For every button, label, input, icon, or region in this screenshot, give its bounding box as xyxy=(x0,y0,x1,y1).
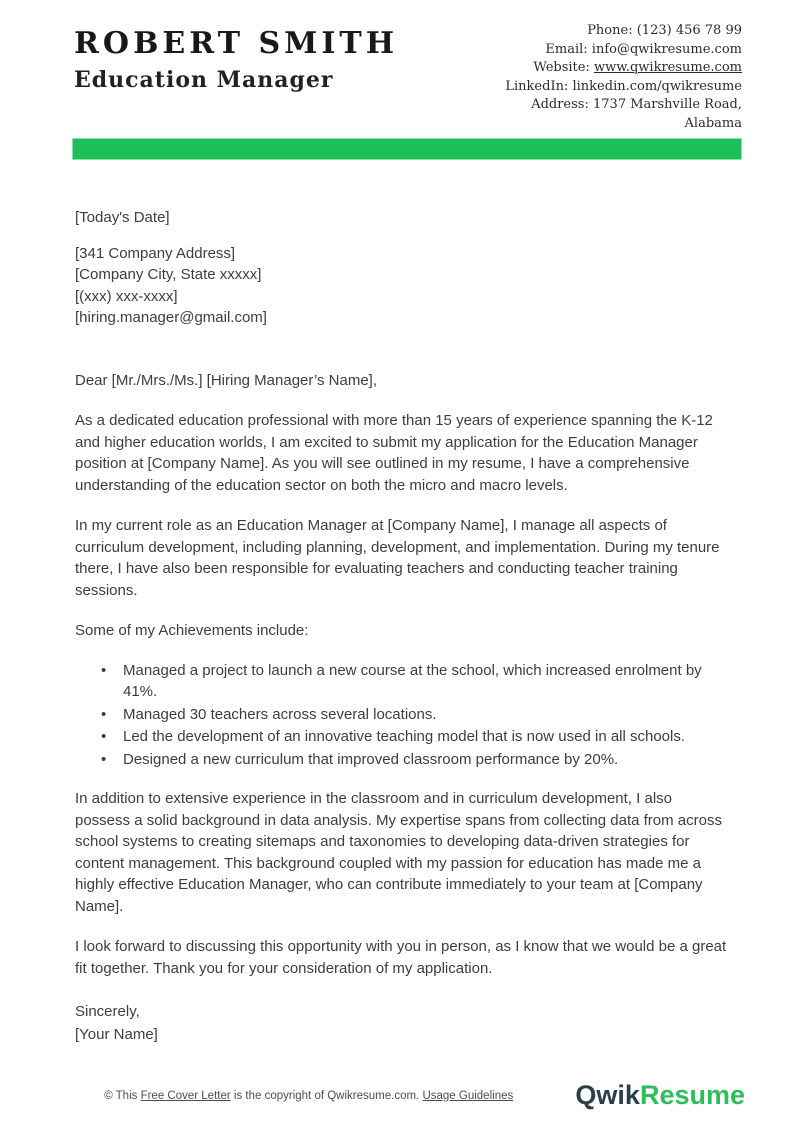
qwikresume-logo[interactable] xyxy=(575,1080,745,1111)
person-name: ROBERT SMITH xyxy=(74,26,399,61)
recipient-email-line: [hiring.manager@gmail.com] xyxy=(75,309,267,326)
contact-website-label: Website: xyxy=(533,60,590,75)
contact-linkedin xyxy=(505,78,742,97)
identity-block xyxy=(74,20,398,138)
paragraph-data-analysis: In addition to extensive experience in the classroom and in curriculum development, I also possess a solid background in data analysis. My expertise spans from collecting data from across school systems to creating sitemaps and taxonomies to developing data-driven strategies for content management. This background coupled with my passion for education has made me a highly effective Education Manager, who can contribute immediately to your team at [Company Name]. xyxy=(75,790,722,915)
achievements-list xyxy=(75,660,728,771)
paragraph-intro: As a dedicated education professional with more than 15 years of experience spanning the K-12 and higher education worlds, I am excited to submit my application for the Education Manager position at [Company Name]. As you will see outlined in my resume, I have a comprehensive understanding of the education sector on both the micro and macro levels. xyxy=(75,412,713,494)
logo-resume-text: Resume xyxy=(639,1080,745,1110)
contact-email xyxy=(505,41,742,60)
contact-block xyxy=(505,20,742,138)
achievement-item: • Managed 30 teachers across several locations. xyxy=(123,704,728,726)
usage-guidelines-link[interactable]: Usage Guidelines xyxy=(422,1089,514,1102)
header xyxy=(0,0,800,138)
paragraph-current-role: In my current role as an Education Manager at [Company Name], I manage all aspects of curriculum development, including planning, development, and implementation. During my tenure there, I have also been responsible for evaluating teachers and conducting teacher training sessions. xyxy=(75,517,720,599)
contact-phone-label: Phone: xyxy=(587,23,633,38)
contact-address-line2 xyxy=(505,115,742,134)
recipient-city-line: [Company City, State xxxxx] xyxy=(75,266,262,283)
contact-phone xyxy=(505,22,742,41)
recipient-phone-line: [(xxx) xxx-xxxx] xyxy=(75,287,178,305)
contact-linkedin-value: linkedin.com/qwikresume xyxy=(572,78,742,94)
contact-address-value: 1737 Marshville Road, xyxy=(593,97,742,112)
contact-website xyxy=(505,59,742,78)
person-job-title: Education Manager xyxy=(74,67,334,93)
copyright-text xyxy=(70,1090,547,1102)
signoff-block xyxy=(75,1000,728,1046)
salutation: Dear [Mr./Mrs./Ms.] [Hiring Manager’s Name], xyxy=(75,371,378,389)
footer xyxy=(0,1080,800,1111)
contact-email-value: info@qwikresume.com xyxy=(591,41,742,57)
contact-email-label: Email: xyxy=(545,41,588,57)
logo-qwik-text: Qwik xyxy=(575,1080,640,1110)
paragraph-closing: I look forward to discussing this opportunity with you in person, as I know that we would be a great fit together. Thank you for your consideration of my application. xyxy=(75,938,727,977)
contact-address xyxy=(505,96,742,115)
contact-website-link[interactable]: www.qwikresume.com xyxy=(594,60,742,75)
contact-address-value2: Alabama xyxy=(684,115,742,131)
signature-placeholder: [Your Name] xyxy=(75,1026,158,1043)
achievement-item: • Designed a new curriculum that improved classroom performance by 20%. xyxy=(123,749,728,771)
achievement-item: • Managed a project to launch a new course at the school, which increased enrolment by 41%. xyxy=(123,660,728,703)
green-divider-bar xyxy=(72,138,742,160)
contact-linkedin-label: LinkedIn: xyxy=(505,78,569,94)
contact-address-label: Address: xyxy=(531,97,589,112)
contact-phone-value: (123) 456 78 99 xyxy=(636,23,742,38)
achievement-item: • Led the development of an innovative teaching model that is now used in all schools. xyxy=(123,726,728,748)
copyright-middle: is the copyright of Qwikresume.com. xyxy=(233,1089,420,1102)
letter-body xyxy=(0,160,800,1046)
recipient-address-line: [341 Company Address] xyxy=(75,244,236,262)
recipient-block xyxy=(75,243,728,329)
achievements-intro: Some of my Achievements include: xyxy=(75,622,309,639)
free-cover-letter-link[interactable]: Free Cover Letter xyxy=(140,1089,231,1102)
copyright-prefix: © This xyxy=(104,1089,138,1102)
signoff: Sincerely, xyxy=(75,1003,140,1020)
date-placeholder: [Today's Date] xyxy=(75,209,170,226)
